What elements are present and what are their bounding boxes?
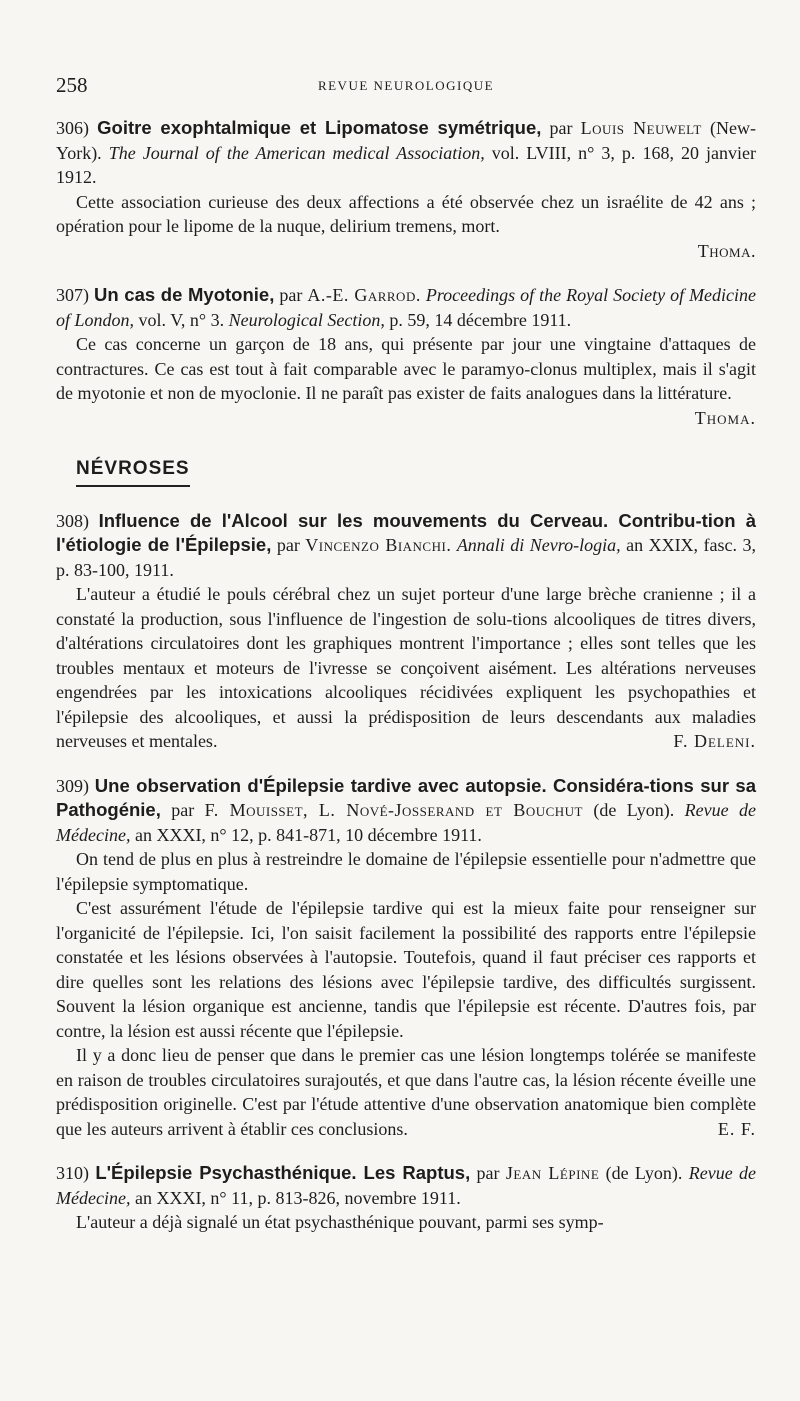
entry-number: 309): [56, 775, 89, 796]
entry-body-text: Ce cas concerne un garçon de 18 ans, qui présente par jour une vingtaine d'attaques de contractures. Ce cas est tout à fait comparable avec le paramyo-clonus multiplex, mais il s'agit de myotonie et non de myoclonie. Il ne paraît pas exister de faits analogues dans la littérature.: [56, 334, 756, 403]
page-content: [56, 116, 756, 1235]
journal-name: Revue de Médecine,: [56, 800, 756, 845]
journal-name: Annali di Nevro-logia,: [456, 535, 621, 555]
entry-body: [56, 332, 756, 428]
entry-signature: Thoma.: [697, 240, 756, 261]
section-heading: [76, 458, 756, 487]
par-label: par: [541, 118, 581, 138]
par-label: par: [470, 1163, 506, 1183]
author-location: (de Lyon).: [599, 1163, 689, 1183]
abstract-entry-306: [56, 116, 756, 263]
entry-author: F. Mouisset, L. Nové-Josserand et Bouchut: [204, 800, 583, 820]
entry-citation: [56, 116, 756, 190]
entry-signature: Thoma.: [694, 407, 756, 428]
entry-title: L'Épilepsie Psychasthénique. Les Raptus,: [95, 1162, 471, 1183]
journal-name: Proceedings of the Royal Society of Medicine of London,: [56, 285, 757, 330]
entry-signature: F. Deleni.: [673, 731, 756, 751]
par-label: par: [274, 285, 308, 305]
entry-body: C'est assurément l'étude de l'épilepsie tardive qui est la mieux faite pour renseigner sur l'organicité de l'épilepsie. Ici, l'on saisit facilement la possibilité des rapports entre l'épilepsie constatée et les lésions observées à l'autopsie. Toutefois, quand il faut préciser ces rapports et dire quelles sont les relations des lésions avec l'épilepsie tardive, des difficultés surgissent. Souvent la lésion organique est ancienne, tandis que l'épilepsie est récente. D'autres fois, par contre, la lésion est aussi récente que l'épilepsie.: [56, 898, 756, 1041]
entry-body: On tend de plus en plus à restreindre le domaine de l'épilepsie essentielle pour n'admettre que l'épilepsie symptomatique.: [56, 849, 756, 894]
journal-reference: an XXIX, fasc. 3, p. 83-100, 1911.: [56, 535, 756, 580]
running-title: REVUE NEUROLOGIQUE: [317, 78, 495, 93]
author-location: (de Lyon).: [583, 800, 685, 820]
author-location: (New-York).: [56, 118, 756, 163]
journal-reference: an XXXI, n° 11, p. 813-826, novembre 1911.: [130, 1187, 461, 1208]
par-label: par: [271, 535, 306, 555]
par-label: par: [160, 800, 205, 820]
entry-title: Une observation d'Épilepsie tardive avec autopsie. Considéra-tions sur sa Pathogénie,: [56, 774, 757, 820]
journal-reference: vol. V, n° 3.: [134, 309, 229, 330]
journal-reference-2: p. 59, 14 décembre 1911.: [384, 309, 572, 330]
journal-reference: vol. LVIII, n° 3, p. 168, 20 janvier 1912.: [56, 142, 757, 187]
entry-body-text: Il y a donc lieu de penser que dans le premier cas une lésion longtemps tolérée se manifeste en raison de troubles circulatoires surajoutés, et que dans l'autre cas, la lésion récente éveille une prédisposition originelle. C'est par l'étude attentive d'une observation anatomique bien complète que les auteurs arrivent à établir ces conclusions.: [56, 1045, 756, 1139]
entry-body: L'auteur a déjà signalé un état psychasthénique pouvant, parmi ses symp-: [76, 1212, 604, 1232]
entry-body: Cette association curieuse des deux affections a été observée chez un israélite de 42 ans ; opération pour le lipome de la nuque, delirium tremens, mort.: [56, 191, 756, 236]
abstract-entry-309: [56, 774, 756, 1142]
entry-title: Un cas de Myotonie,: [94, 284, 275, 305]
entry-signature: E. F.: [717, 1118, 756, 1139]
entry-author: Louis Neuwelt: [580, 118, 702, 138]
entry-number: 306): [56, 118, 89, 138]
entry-number: 310): [56, 1163, 89, 1183]
abstract-entry-308: [56, 509, 756, 754]
journal-reference: an XXXI, n° 12, p. 841-871, 10 décembre 1911.: [130, 824, 482, 845]
entry-author: A.-E. Garrod.: [307, 285, 421, 305]
entry-author: Jean Lépine: [505, 1163, 600, 1183]
journal-name: The Journal of the American medical Association,: [108, 142, 485, 163]
entry-citation: [56, 774, 756, 848]
abstract-entry-310: [56, 1161, 756, 1235]
entry-citation: [56, 509, 756, 583]
entry-signature-line: [56, 239, 756, 264]
page-header: [56, 73, 756, 97]
page-number: 258: [56, 73, 88, 97]
entry-body: [56, 1043, 756, 1141]
entry-number: 307): [56, 285, 89, 305]
entry-author: Vincenzo Bianchi.: [305, 535, 452, 555]
journal-name: Revue de Médecine,: [56, 1163, 757, 1208]
entry-citation: [56, 1161, 756, 1210]
entry-title: Goitre exophtalmique et Lipomatose symétrique,: [97, 117, 542, 138]
abstract-entry-307: [56, 283, 757, 428]
entry-number: 308): [56, 510, 89, 531]
entry-body: [56, 582, 756, 754]
section-title: NÉVROSES: [76, 458, 190, 487]
entry-citation: [56, 283, 756, 332]
journal-section: Neurological Section,: [228, 309, 385, 330]
entry-body-text: L'auteur a étudié le pouls cérébral chez un sujet porteur d'une large brèche cranienne ; il a constaté la production, sous l'influence de l'ingestion de solu-tions alcooliques de titres divers, d'altérations circulatoires dont les graphiques montrent l'importance ; elles sont telles que les troubles mentaux et moteurs de l'ivresse se conçoivent aisément. Les altérations nerveuses engendrées par les intoxications alcooliques récidivées expliquent les psychopathies et l'épilepsie des alcooliques, et aussi la prédisposition de leurs descendants aux maladies nerveuses et mentales.: [56, 584, 756, 751]
entry-title: Influence de l'Alcool sur les mouvements du Cerveau. Contribu-tion à l'étiologie de l'Épilepsie,: [56, 509, 757, 555]
